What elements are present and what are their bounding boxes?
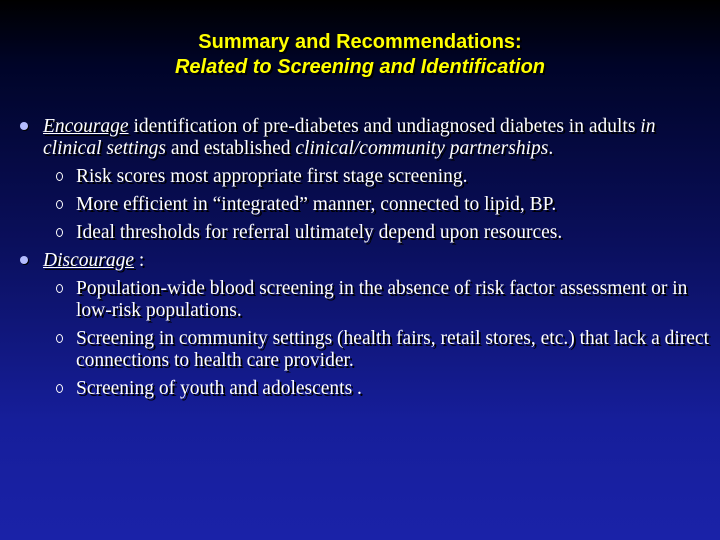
bullet-text: identification of pre-diabetes and undiagnosed diabetes in adults: [128, 116, 641, 137]
bullet-dot-icon: [20, 122, 28, 130]
bullet-text-italic: clinical/community partnerships: [295, 138, 549, 159]
slide-title: [0, 30, 720, 80]
bullet-encourage: [20, 116, 712, 160]
sub-bullet: [20, 278, 712, 322]
sub-bullet: [20, 166, 712, 188]
title-line-1: Summary and Recommendations:: [198, 31, 522, 53]
bullet-lead: Encourage: [43, 116, 129, 137]
circle-bullet-icon: [56, 384, 63, 393]
bullet-dot-icon: [20, 256, 28, 264]
sub-bullet: [20, 378, 712, 400]
sub-bullet-text: Population-wide blood screening in the absence of risk factor assessment or in low-risk populations.: [76, 278, 688, 321]
sub-bullet: [20, 222, 712, 244]
circle-bullet-icon: [56, 334, 63, 343]
circle-bullet-icon: [56, 284, 63, 293]
circle-bullet-icon: [56, 172, 63, 181]
sub-bullet-text: Ideal thresholds for referral ultimately depend upon resources.: [76, 222, 563, 243]
circle-bullet-icon: [56, 228, 63, 237]
sub-bullet-text: More efficient in “integrated” manner, connected to lipid, BP.: [76, 194, 557, 215]
slide-body: [20, 116, 712, 400]
sub-bullet: [20, 194, 712, 216]
bullet-text: and established: [165, 138, 296, 159]
bullet-text: .: [548, 138, 554, 159]
bullet-lead: Discourage: [43, 250, 134, 271]
sub-bullet: [20, 328, 712, 372]
bullet-text-italic: in clinical settings: [43, 116, 656, 159]
sub-bullet-text: Risk scores most appropriate first stage screening.: [76, 166, 468, 187]
bullet-discourage: [20, 250, 712, 272]
circle-bullet-icon: [56, 200, 63, 209]
sub-bullet-text: Screening of youth and adolescents .: [76, 378, 362, 399]
sub-bullet-text: Screening in community settings (health fairs, retail stores, etc.) that lack a direct connections to health care provider.: [76, 328, 709, 371]
title-line-2: Related to Screening and Identification: [174, 56, 546, 78]
bullet-text: :: [134, 250, 145, 271]
